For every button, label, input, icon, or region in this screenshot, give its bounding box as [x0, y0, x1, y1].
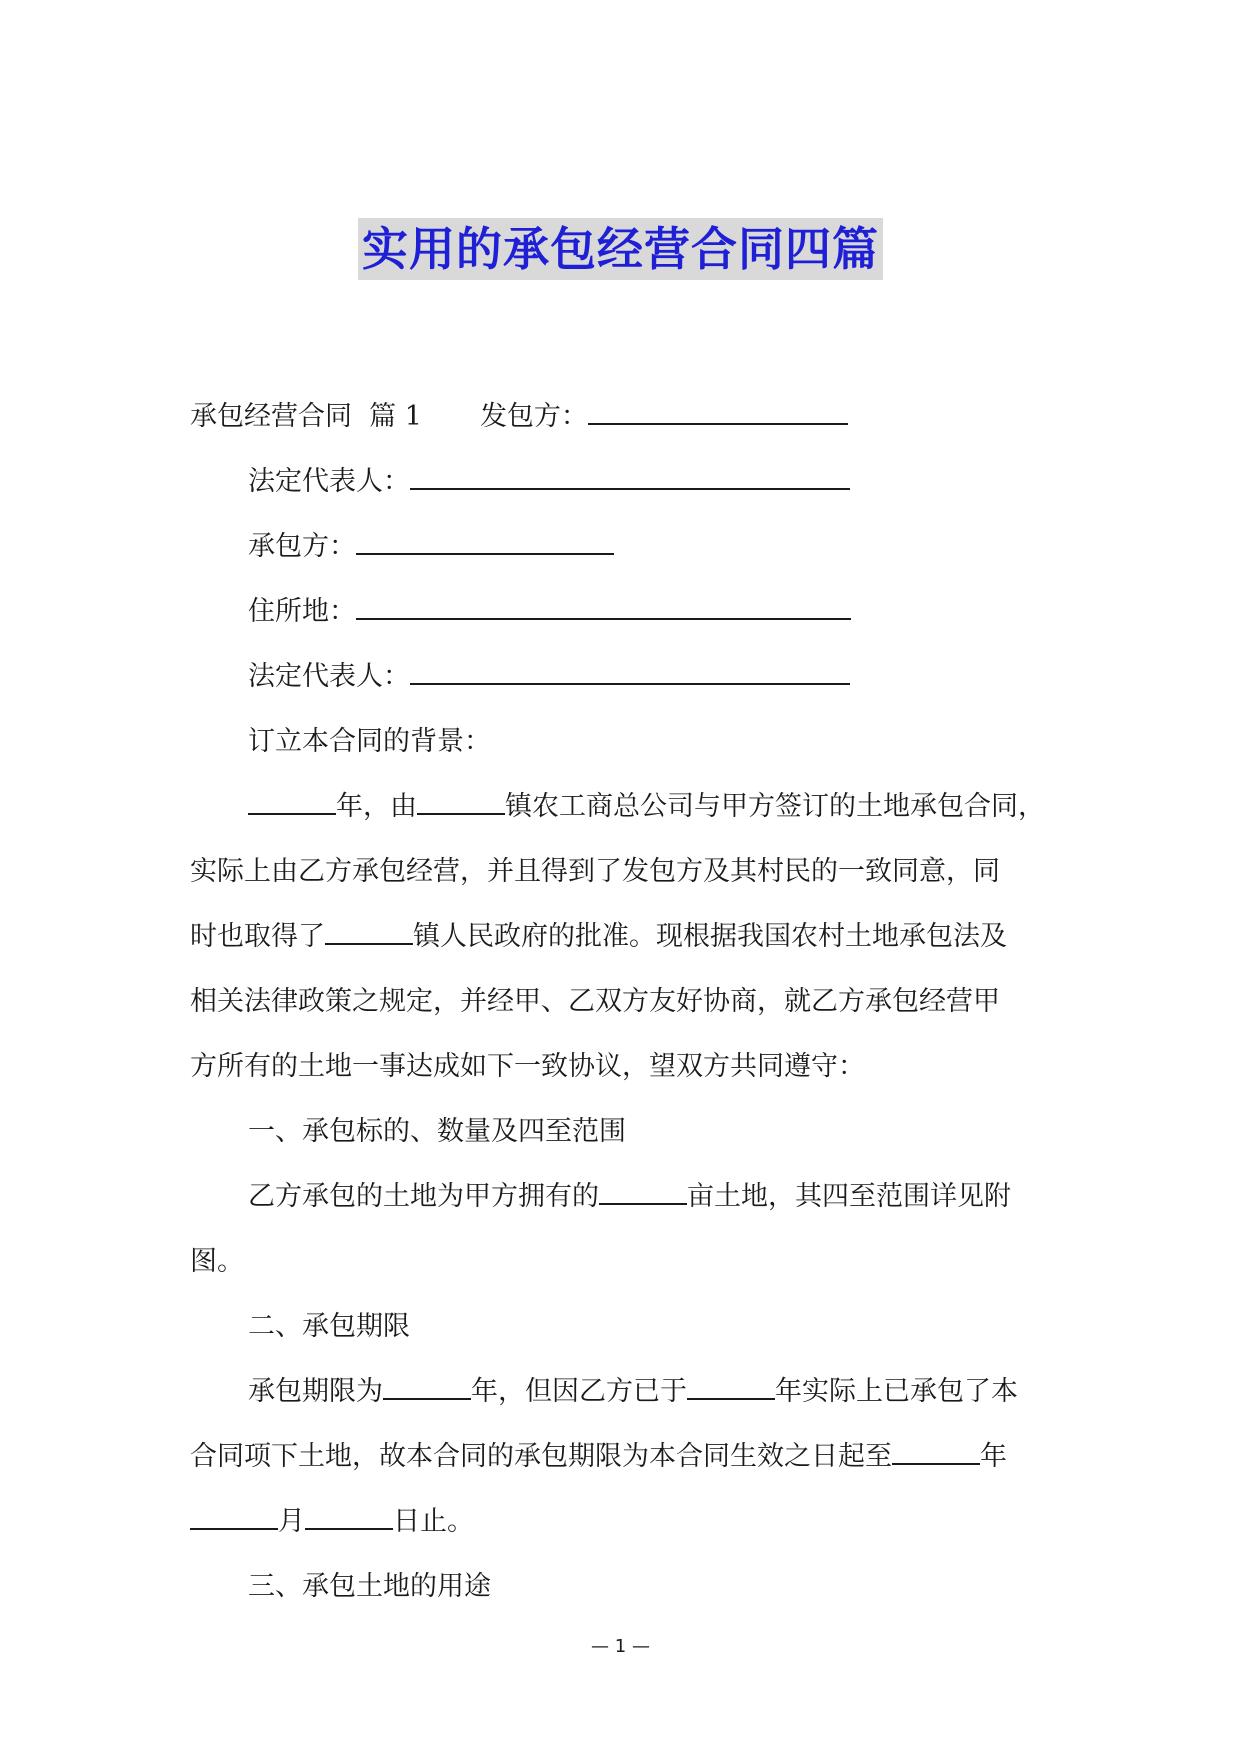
background-text-5: 方所有的土地一事达成如下一致协议，望双方共同遵守：: [190, 1051, 865, 1082]
background-label: 订立本合同的背景：: [248, 726, 491, 757]
town-blank-1: [417, 789, 505, 815]
issuer-label: 发包方：: [479, 401, 588, 432]
section-1-title-line: [190, 1099, 1060, 1164]
title-container: [0, 218, 1241, 280]
background-text-3b: 镇人民政府的批准。现根据我国农村土地承包法及: [413, 921, 1007, 952]
town-blank-2: [325, 919, 413, 945]
background-text-4: 相关法律政策之规定，并经甲、乙双方友好协商，就乙方承包经营甲: [190, 986, 1000, 1017]
section-2-text-2b: 年: [980, 1441, 1007, 1472]
year-blank-1: [248, 789, 336, 815]
contract-heading: 承包经营合同 篇 1: [190, 401, 422, 432]
legal-rep-label-2: 法定代表人：: [248, 661, 410, 692]
section-3-title-line: [190, 1554, 1060, 1619]
section-2-text-3b: 日止。: [393, 1506, 474, 1537]
background-line-5: [190, 1034, 1060, 1099]
background-text-2: 实际上由乙方承包经营，并且得到了发包方及其村民的一致同意，同: [190, 856, 1000, 887]
legal-rep-line-2: [190, 644, 1060, 709]
page-number: — 1 —: [591, 1636, 650, 1657]
residence-blank: [356, 594, 851, 620]
background-text-1b: 镇农工商总公司与甲方签订的土地承包合同，: [505, 791, 1045, 822]
residence-label: 住所地：: [248, 596, 356, 627]
document-title: 实用的承包经营合同四篇: [358, 218, 883, 280]
background-line-3: [190, 904, 1060, 969]
section-1-text-1a: 乙方承包的土地为甲方拥有的: [248, 1181, 599, 1212]
section-2-text-1a: 承包期限为: [248, 1376, 383, 1407]
background-text-1a: 年，由: [336, 791, 417, 822]
start-year-blank: [687, 1374, 775, 1400]
contractor-blank: [356, 529, 614, 555]
issuer-blank: [588, 399, 848, 425]
end-year-blank: [892, 1439, 980, 1465]
section-2-line-3: [190, 1489, 1060, 1554]
legal-rep-blank-2: [410, 659, 850, 685]
residence-line: [190, 579, 1060, 644]
section-2-text-2a: 合同项下土地，故本合同的承包期限为本合同生效之日起至: [190, 1441, 892, 1472]
section-1-text-2: 图。: [190, 1246, 244, 1277]
area-blank: [599, 1179, 687, 1205]
legal-rep-label-1: 法定代表人：: [248, 466, 410, 497]
section-3-title: 三、承包土地的用途: [248, 1571, 491, 1602]
end-day-blank: [305, 1504, 393, 1530]
section-1-line-1: [190, 1164, 1060, 1229]
contractor-line: [190, 514, 1060, 579]
end-month-blank: [190, 1504, 278, 1530]
section-1-title: 一、承包标的、数量及四至范围: [248, 1116, 626, 1147]
legal-rep-blank-1: [410, 464, 850, 490]
background-line-2: [190, 839, 1060, 904]
legal-rep-line-1: [190, 449, 1060, 514]
background-line-4: [190, 969, 1060, 1034]
section-1-text-1b: 亩土地，其四至范围详见附: [687, 1181, 1011, 1212]
section-2-title: 二、承包期限: [248, 1311, 410, 1342]
section-2-title-line: [190, 1294, 1060, 1359]
background-text-3a: 时也取得了: [190, 921, 325, 952]
background-line-1: [190, 774, 1060, 839]
contract-heading-line: [190, 384, 1060, 449]
section-2-text-1c: 年实际上已承包了本: [775, 1376, 1018, 1407]
section-2-line-2: [190, 1424, 1060, 1489]
contractor-label: 承包方：: [248, 531, 356, 562]
background-label-line: [190, 709, 1060, 774]
contract-body: [190, 384, 1060, 1619]
section-2-text-1b: 年，但因乙方已于: [471, 1376, 687, 1407]
section-1-line-2: [190, 1229, 1060, 1294]
section-2-text-3a: 月: [278, 1506, 305, 1537]
term-years-blank: [383, 1374, 471, 1400]
section-2-line-1: [190, 1359, 1060, 1424]
